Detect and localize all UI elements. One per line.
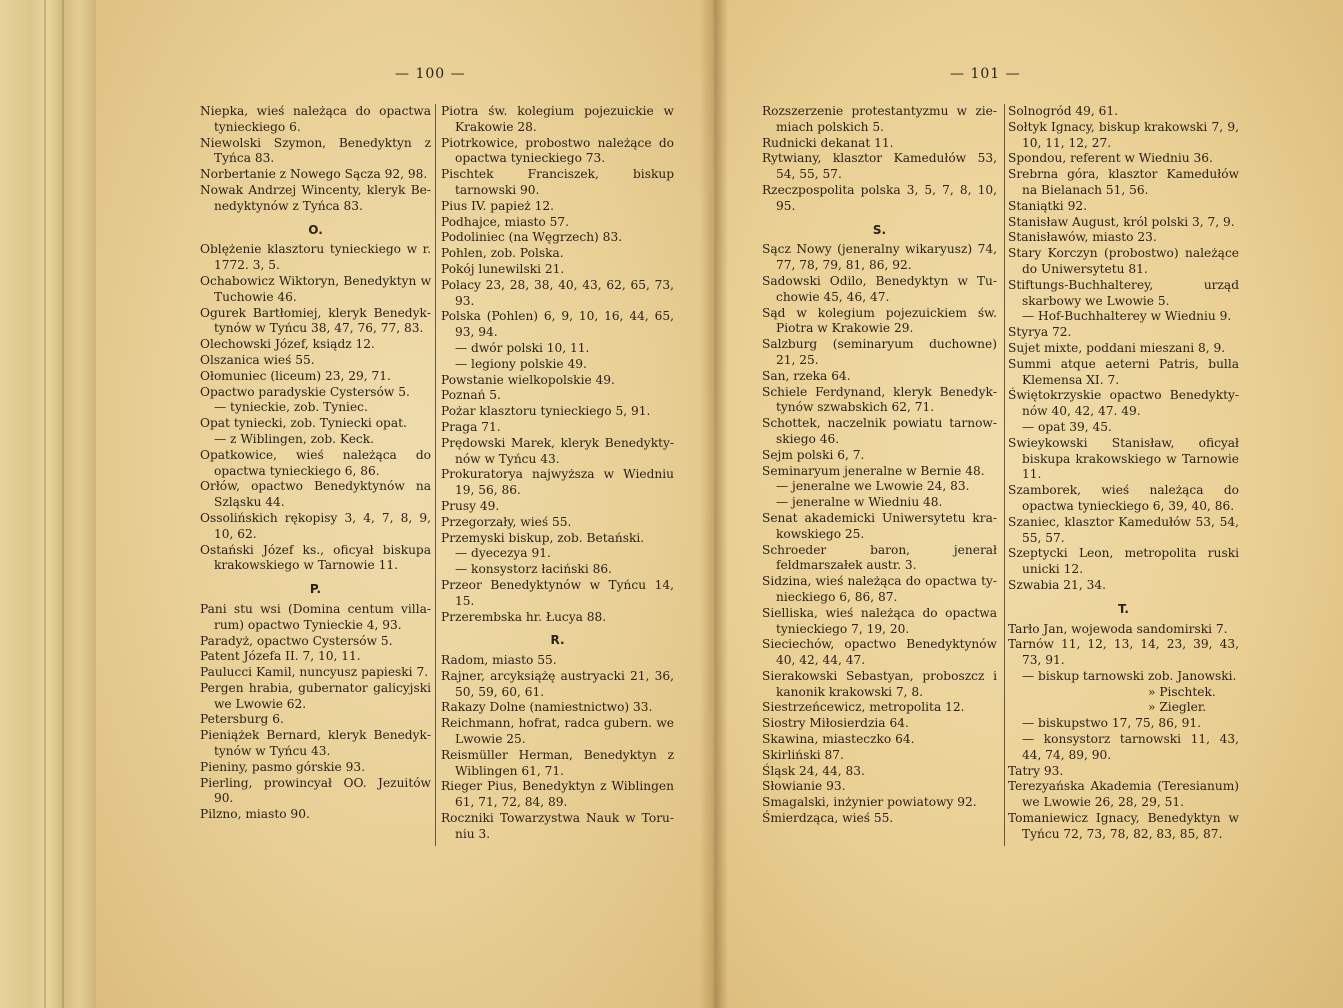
index-entry: Staniątki 92. xyxy=(1008,198,1087,213)
index-entry: Sołtyk Ignacy, biskup krakowski 7, 9, 10, 11, 12, 27. xyxy=(1008,119,1239,150)
index-entry: Sielliska, wieś należąca do opactwa tynieckiego 7, 19, 20. xyxy=(762,605,997,636)
index-entry: — legiony polskie 49. xyxy=(455,356,587,371)
index-entry: Praga 71. xyxy=(441,419,501,434)
index-entry: — jeneralne w Wiedniu 48. xyxy=(776,495,943,510)
index-column-right-2 xyxy=(1008,104,1239,843)
index-entry: Podhajce, miasto 57. xyxy=(441,214,569,229)
index-entry: Poznań 5. xyxy=(441,388,501,403)
index-entry: Sącz Nowy (jeneralny wikaryusz) 74, 77, 78, 79, 81, 86, 92. xyxy=(762,242,997,273)
index-entry: Sieciechów, opactwo Benedyktynów 40, 42, 44, 47. xyxy=(762,637,997,668)
index-entry: Rieger Pius, Benedyktyn z Wiblingen 61, 71, 72, 84, 89. xyxy=(441,779,674,810)
index-entry: Siestrzeńcewicz, metropolita 12. xyxy=(762,700,965,715)
column-rule-left xyxy=(435,104,436,846)
index-entry: Rajner, arcyksiążę austryacki 21, 36, 50, 59, 60, 61. xyxy=(441,668,674,699)
index-entry: Szwabia 21, 34. xyxy=(1008,577,1106,592)
index-entry: Pokój lunewilski 21. xyxy=(441,261,565,276)
index-entry: — Hof-Buchhalterey w Wiedniu 9. xyxy=(1022,309,1232,324)
index-entry: Paradyż, opactwo Cystersów 5. xyxy=(200,633,393,648)
index-entry: Prusy 49. xyxy=(441,498,500,513)
index-entry: Słowianie 93. xyxy=(762,779,846,794)
index-entry: Szaniec, klasztor Kamedułów 53, 54, 55, 57. xyxy=(1008,514,1239,545)
index-entry: Sujet mixte, poddani mieszani 8, 9. xyxy=(1008,340,1226,355)
index-entry: San, rzeka 64. xyxy=(762,368,851,383)
index-entry: Tomaniewicz Ignacy, Benedyktyn w Tyńcu 72, 73, 78, 82, 83, 85, 87. xyxy=(1008,811,1239,841)
index-entry: Niepka, wieś należąca do opactwa tynieckiego 6. xyxy=(200,104,431,134)
index-entry: — z Wiblingen, zob. Keck. xyxy=(214,431,375,446)
section-letter-heading: S. xyxy=(872,222,887,237)
index-entry: Seminaryum jeneralne w Bernie 48. xyxy=(762,463,985,478)
index-entry: Tarnów 11, 12, 13, 14, 23, 39, 43, 73, 91. xyxy=(1008,637,1239,668)
index-entry: Piotrkowice, probostwo należące do opactwa tynieckiego 73. xyxy=(441,135,674,166)
section-letter-heading: O. xyxy=(308,222,323,237)
index-entry: Przemyski biskup, zob. Betański. xyxy=(441,530,645,545)
index-entry: — dyecezya 91. xyxy=(455,546,551,561)
index-entry: Reismüller Herman, Benedyktyn z Wiblingen 61, 71. xyxy=(441,747,674,778)
section-letter-heading: R. xyxy=(550,633,565,648)
index-entry: Olechowski Józef, ksiądz 12. xyxy=(200,337,375,352)
index-entry: Opatkowice, wieś należąca do opactwa tynieckiego 6, 86. xyxy=(200,447,431,478)
index-entry: Ostański Józef ks., oficyał biskupa krakowskiego w Tarnowie 11. xyxy=(200,542,431,573)
index-column-left-2 xyxy=(441,104,674,843)
index-entry: Radom, miasto 55. xyxy=(441,653,557,668)
index-entry: Sejm polski 6, 7. xyxy=(762,447,865,462)
index-entry: Sierakowski Sebastyan, proboszcz i kanonik krakowski 7, 8. xyxy=(762,668,997,699)
index-entry: Pius IV. papież 12. xyxy=(441,198,554,213)
index-entry: Skawina, miasteczko 64. xyxy=(762,732,915,747)
page-number-right: — 101 — xyxy=(950,66,1021,82)
index-entry: Skirliński 87. xyxy=(762,747,844,762)
index-entry: Petersburg 6. xyxy=(200,712,284,727)
index-entry: Przeor Benedyktynów w Tyńcu 14, 15. xyxy=(441,577,674,608)
index-entry: Śląsk 24, 44, 83. xyxy=(762,763,865,778)
index-entry: — biskupstwo 17, 75, 86, 91. xyxy=(1022,716,1201,731)
index-entry: — opat 39, 45. xyxy=(1022,419,1112,434)
book-gutter xyxy=(700,0,728,1008)
index-entry: Powstanie wielkopolskie 49. xyxy=(441,372,615,387)
index-entry: Spondou, referent w Wiedniu 36. xyxy=(1008,151,1213,166)
index-entry: Summi atque aeterni Patris, bulla Klemensa XI. 7. xyxy=(1008,356,1239,387)
index-entry: » Pischtek. xyxy=(1148,684,1216,699)
book-spine-edge xyxy=(0,0,96,1008)
index-entry: » Ziegler. xyxy=(1148,700,1207,715)
index-column-right-1 xyxy=(762,104,997,827)
index-entry: Pilzno, miasto 90. xyxy=(200,807,310,822)
index-entry: Opat tyniecki, zob. Tyniecki opat. xyxy=(200,416,407,431)
index-entry: Pohlen, zob. Polska. xyxy=(441,246,564,261)
index-entry: Niewolski Szymon, Benedyktyn z Tyńca 83. xyxy=(200,135,431,166)
index-entry: Pischtek Franciszek, biskup tarnowski 90. xyxy=(441,167,674,197)
index-entry: Ołomuniec (liceum) 23, 29, 71. xyxy=(200,368,391,383)
index-entry: Ogurek Bartłomiej, kleryk Benedyktynów w Tyńcu 38, 47, 76, 77, 83. xyxy=(200,305,431,336)
index-entry: — biskup tarnowski zob. Janowski. xyxy=(1022,668,1237,683)
index-entry: Rudnicki dekanat 11. xyxy=(762,135,894,150)
index-entry: Prędowski Marek, kleryk Benedyktynów w Tyńcu 43. xyxy=(441,435,674,466)
index-entry: Ochabowicz Wiktoryn, Benedyktyn w Tuchowie 46. xyxy=(200,273,431,304)
index-entry: Nowak Andrzej Wincenty, kleryk Benedyktynów z Tyńca 83. xyxy=(200,182,431,213)
page-number-left: — 100 — xyxy=(395,66,466,82)
index-entry: Przerembska hr. Łucya 88. xyxy=(441,609,607,624)
index-entry: Rzeczpospolita polska 3, 5, 7, 8, 10, 95. xyxy=(762,182,997,213)
index-entry: — tynieckie, zob. Tyniec. xyxy=(214,400,368,415)
index-entry: Szamborek, wieś należąca do opactwa tynieckiego 6, 39, 40, 86. xyxy=(1008,483,1239,513)
index-entry: Szeptycki Leon, metropolita ruski unicki 12. xyxy=(1008,546,1239,577)
index-entry: Tatry 93. xyxy=(1008,763,1064,778)
index-entry: Reichmann, hofrat, radca gubern. we Lwowie 25. xyxy=(441,716,674,747)
index-entry: Prokuratorya najwyższa w Wiedniu 19, 56, 86. xyxy=(441,467,674,498)
index-entry: Olszanica wieś 55. xyxy=(200,352,315,367)
index-entry: Stiftungs-Buchhalterey, urząd skarbowy we Lwowie 5. xyxy=(1008,277,1239,308)
index-entry: Rakazy Dolne (namiestnictwo) 33. xyxy=(441,700,653,715)
index-entry: Śmierdząca, wieś 55. xyxy=(762,811,894,826)
index-entry: Pierling, prowincyał OO. Jezuitów 90. xyxy=(200,775,431,806)
index-entry: Sadowski Odilo, Benedyktyn w Tuchowie 45, 46, 47. xyxy=(762,273,997,304)
index-entry: Smagalski, inżynier powiatowy 92. xyxy=(762,795,977,810)
index-entry: Polacy 23, 28, 38, 40, 43, 62, 65, 73, 93. xyxy=(441,277,674,308)
index-entry: Norbertanie z Nowego Sącza 92, 98. xyxy=(200,167,428,182)
index-entry: Solnogród 49, 61. xyxy=(1008,104,1119,118)
index-entry: — dwór polski 10, 11. xyxy=(455,340,590,355)
index-entry: Schottek, naczelnik powiatu tarnowskiego 46. xyxy=(762,416,997,446)
index-entry: Roczniki Towarzystwa Nauk w Toruniu 3. xyxy=(441,811,674,841)
index-entry: Terezyańska Akademia (Teresianum) we Lwowie 26, 28, 29, 51. xyxy=(1008,779,1239,810)
index-entry: — konsystorz tarnowski 11, 43, 44, 74, 89, 90. xyxy=(1022,732,1239,762)
index-entry: Pergen hrabia, gubernator galicyjski we Lwowie 62. xyxy=(200,680,431,711)
index-entry: Swieykowski Stanisław, oficyał biskupa krakowskiego w Tarnowie 11. xyxy=(1008,435,1239,482)
index-entry: Srebrna góra, klasztor Kamedułów na Bielanach 51, 56. xyxy=(1008,167,1239,197)
section-letter-heading: P. xyxy=(309,582,322,597)
index-column-left-1 xyxy=(200,104,431,823)
index-entry: Paulucci Kamil, nuncyusz papieski 7. xyxy=(200,665,429,680)
index-entry: Piotra św. kolegium pojezuickie w Krakowie 28. xyxy=(441,104,674,134)
index-entry: Podoliniec (na Węgrzech) 83. xyxy=(441,230,623,245)
index-entry: Stanisław August, król polski 3, 7, 9. xyxy=(1008,214,1235,229)
index-entry: Przegorzały, wieś 55. xyxy=(441,514,572,529)
index-entry: Salzburg (seminaryum duchowne) 21, 25. xyxy=(762,337,997,367)
index-entry: — jeneralne we Lwowie 24, 83. xyxy=(776,479,970,494)
index-entry: Sidzina, wieś należąca do opactwa tynieckiego 6, 86, 87. xyxy=(762,574,997,604)
index-entry: Świętokrzyskie opactwo Benedyktynów 40, 42, 47. 49. xyxy=(1008,388,1239,419)
index-entry: Polska (Pohlen) 6, 9, 10, 16, 44, 65, 93, 94. xyxy=(441,309,674,340)
index-entry: Schroeder baron, jenerał feldmarszałek austr. 3. xyxy=(762,542,997,573)
index-entry: Stary Korczyn (probostwo) należące do Uniwersytetu 81. xyxy=(1008,246,1239,276)
index-entry: Ossolińskich rękopisy 3, 4, 7, 8, 9, 10, 62. xyxy=(200,510,431,541)
index-entry: Pieniążek Bernard, kleryk Benedyktynów w Tyńcu 43. xyxy=(200,728,431,759)
index-entry: — konsystorz łaciński 86. xyxy=(455,562,612,577)
index-entry: Orłów, opactwo Benedyktynów na Szląsku 44. xyxy=(200,479,431,510)
index-entry: Rozszerzenie protestantyzmu w ziemiach polskich 5. xyxy=(762,104,997,134)
index-entry: Tarło Jan, wojewoda sandomirski 7. xyxy=(1008,621,1228,636)
index-entry: Pani stu wsi (Domina centum villarum) opactwo Tynieckie 4, 93. xyxy=(200,601,431,632)
index-entry: Pieniny, pasmo górskie 93. xyxy=(200,759,365,774)
index-entry: Patent Józefa II. 7, 10, 11. xyxy=(200,649,361,664)
index-entry: Sąd w kolegium pojezuickiem św. Piotra w Krakowie 29. xyxy=(762,305,997,336)
section-letter-heading: T. xyxy=(1118,601,1129,616)
column-rule-right xyxy=(1004,104,1005,846)
index-entry: Stanisławów, miasto 23. xyxy=(1008,230,1157,245)
index-entry: Oblężenie klasztoru tynieckiego w r. 1772. 3, 5. xyxy=(200,242,431,273)
index-entry: Schiele Ferdynand, kleryk Benedyktynów szwabskich 62, 71. xyxy=(762,384,997,415)
index-entry: Senat akademicki Uniwersytetu krakowskiego 25. xyxy=(762,510,997,541)
index-entry: Siostry Miłosierdzia 64. xyxy=(762,716,909,731)
index-entry: Styrya 72. xyxy=(1008,325,1072,340)
index-entry: Rytwiany, klasztor Kamedułów 53, 54, 55, 57. xyxy=(762,151,997,182)
index-entry: Pożar klasztoru tynieckiego 5, 91. xyxy=(441,404,651,419)
index-entry: Opactwo paradyskie Cystersów 5. xyxy=(200,384,410,399)
